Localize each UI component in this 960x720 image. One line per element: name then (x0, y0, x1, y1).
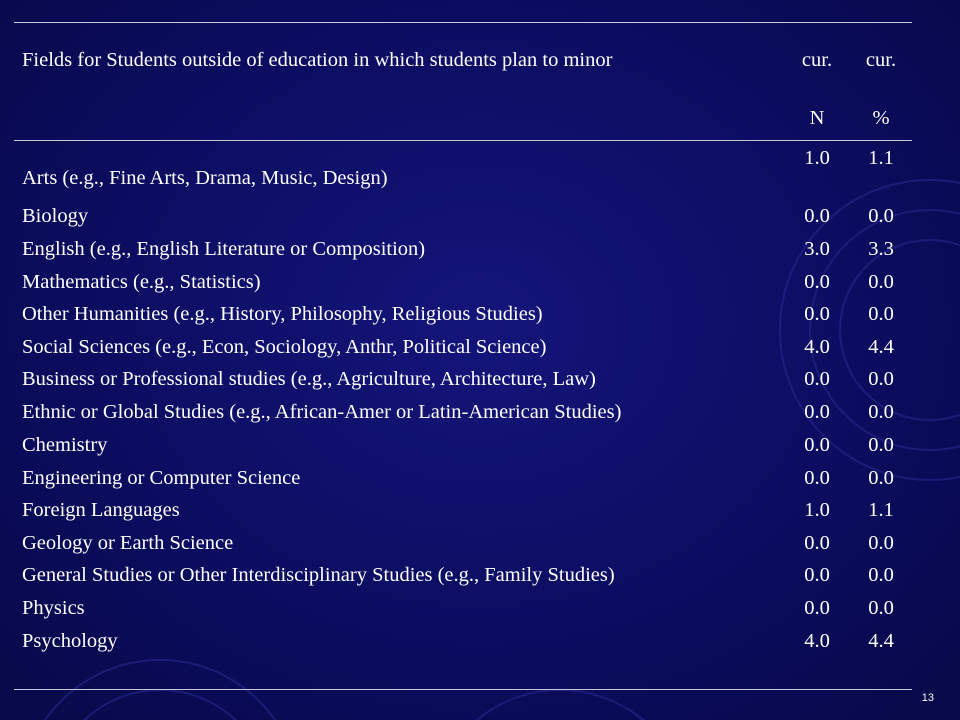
row-field: Foreign Languages (22, 499, 180, 521)
row-field: Biology (22, 205, 89, 227)
row-n-value: 0.0 (804, 368, 830, 390)
row-pct-value: 0.0 (868, 434, 894, 456)
row-field: English (e.g., English Literature or Composition) (22, 238, 426, 260)
row-pct-value: 1.1 (868, 147, 894, 169)
header-rule (14, 140, 912, 141)
row-n-value: 1.0 (804, 499, 830, 521)
row-n-value: 0.0 (804, 271, 830, 293)
row-n-value: 0.0 (804, 532, 830, 554)
row-n-value: 1.0 (804, 147, 830, 169)
row-pct-value: 0.0 (868, 564, 894, 586)
column-header-n-bottom: N (809, 107, 825, 129)
column-header-n-top: cur. (801, 49, 833, 71)
row-n-value: 0.0 (804, 401, 830, 423)
bottom-rule (14, 689, 912, 690)
row-n-value: 0.0 (804, 597, 830, 619)
row-pct-value: 0.0 (868, 271, 894, 293)
row-pct-value: 0.0 (868, 597, 894, 619)
row-field: Social Sciences (e.g., Econ, Sociology, Anthr, Political Science) (22, 336, 547, 358)
row-field: Mathematics (e.g., Statistics) (22, 271, 261, 293)
row-pct-value: 0.0 (868, 368, 894, 390)
row-n-value: 0.0 (804, 205, 830, 227)
row-field: Ethnic or Global Studies (e.g., African-Amer or Latin-American Studies) (22, 401, 622, 423)
column-header-pct-top: cur. (865, 49, 897, 71)
row-pct-value: 1.1 (868, 499, 894, 521)
row-field: Chemistry (22, 434, 108, 456)
row-n-value: 0.0 (804, 467, 830, 489)
column-header-pct-bottom: % (872, 107, 890, 129)
row-pct-value: 0.0 (868, 401, 894, 423)
row-n-value: 0.0 (804, 303, 830, 325)
row-pct-value: 0.0 (868, 303, 894, 325)
row-n-value: 0.0 (804, 564, 830, 586)
row-field: Arts (e.g., Fine Arts, Drama, Music, Design) (22, 167, 388, 189)
row-pct-value: 0.0 (868, 532, 894, 554)
row-field: General Studies or Other Interdisciplinary Studies (e.g., Family Studies) (22, 564, 615, 586)
row-pct-value: 0.0 (868, 467, 894, 489)
row-pct-value: 3.3 (868, 238, 894, 260)
row-field: Geology or Earth Science (22, 532, 234, 554)
row-field: Other Humanities (e.g., History, Philosophy, Religious Studies) (22, 303, 543, 325)
row-field: Business or Professional studies (e.g., Agriculture, Architecture, Law) (22, 368, 596, 390)
row-n-value: 4.0 (804, 336, 830, 358)
row-pct-value: 0.0 (868, 205, 894, 227)
table-header-label: Fields for Students outside of education in which students plan to minor (22, 49, 613, 71)
row-pct-value: 4.4 (868, 336, 894, 358)
row-pct-value: 4.4 (868, 630, 894, 652)
row-field: Physics (22, 597, 85, 619)
row-field: Psychology (22, 630, 118, 652)
page-number: 13 (921, 692, 934, 704)
row-field: Engineering or Computer Science (22, 467, 301, 489)
row-n-value: 4.0 (804, 630, 830, 652)
row-n-value: 3.0 (804, 238, 830, 260)
top-rule (14, 22, 912, 23)
row-n-value: 0.0 (804, 434, 830, 456)
